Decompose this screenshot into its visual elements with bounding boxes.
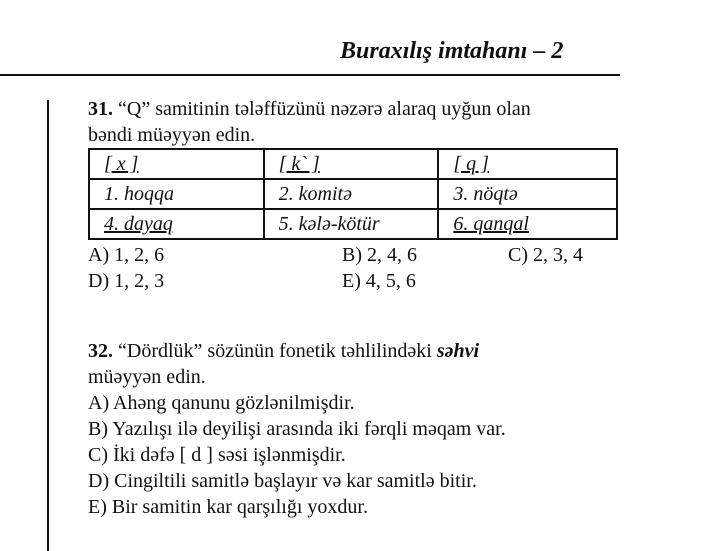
answer-option-a[interactable]: A) 1, 2, 6 [88, 244, 165, 266]
answer-option-b[interactable]: B) Yazılışı ilə deyilişi arasında iki fərqli məqam var. [88, 418, 506, 440]
header-divider [0, 74, 620, 76]
question-text-cont: müəyyən edin. [88, 366, 206, 388]
table-header-cell: [ x ] [89, 149, 264, 179]
table-cell: 2. komitə [264, 179, 439, 209]
table-cell: 4. dayaq [89, 209, 264, 239]
answer-option-c[interactable]: C) 2, 3, 4 [508, 244, 583, 266]
table-cell: 3. nöqtə [438, 179, 617, 209]
question-text: “Q” samitinin tələffüzünü nəzərə alaraq uyğun olan [118, 98, 531, 120]
left-margin-rule [47, 100, 49, 551]
page-title: Buraxılış imtahanı – 2 [340, 38, 564, 64]
question-31-prompt [88, 96, 628, 148]
table-cell: 5. kələ-kötür [264, 209, 439, 239]
table-header-cell: [ q ] [438, 149, 617, 179]
answer-choices [88, 390, 628, 520]
table-header-cell: [ k` ] [264, 149, 439, 179]
question-31 [88, 96, 628, 294]
table-cell: 1. hoqqa [89, 179, 264, 209]
table-header-row [89, 149, 617, 179]
answer-option-d[interactable]: D) 1, 2, 3 [88, 270, 165, 292]
emphasized-word: səhvi [436, 340, 480, 362]
table-row [89, 209, 617, 239]
answer-option-a[interactable]: A) Ahəng qanunu gözlənilmişdir. [88, 392, 355, 414]
options-table [88, 148, 618, 240]
answer-option-d[interactable]: D) Cingiltili samitlə başlayır və kar samitlə bitir. [88, 470, 477, 492]
question-text: “Dördlük” sözünün fonetik təhlilindəki [118, 340, 437, 362]
answer-choices [88, 242, 628, 294]
table-cell: 6. qanqal [438, 209, 617, 239]
question-32-prompt [88, 338, 628, 390]
question-content [88, 96, 628, 520]
answer-option-e[interactable]: E) Bir samitin kar qarşılığı yoxdur. [88, 496, 368, 518]
answer-option-c[interactable]: C) İki dəfə [ d ] səsi işlənmişdir. [88, 444, 346, 466]
answer-option-b[interactable]: B) 2, 4, 6 [342, 244, 417, 266]
table-row [89, 179, 617, 209]
question-text-cont: bəndi müəyyən edin. [88, 124, 256, 146]
question-number: 32. [88, 340, 113, 362]
question-number: 31. [88, 98, 113, 120]
answer-option-e[interactable]: E) 4, 5, 6 [342, 270, 416, 292]
question-32 [88, 338, 628, 520]
